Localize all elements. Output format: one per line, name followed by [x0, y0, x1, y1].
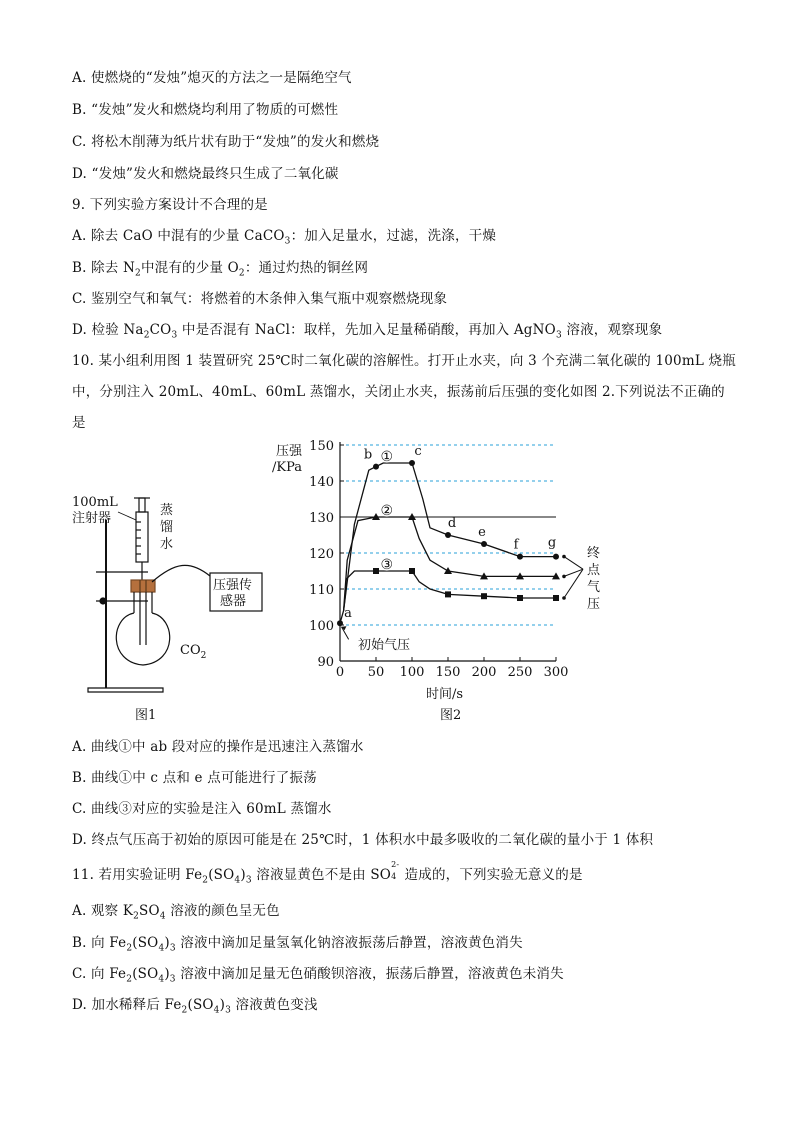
- end-pressure-label-3: 气: [587, 580, 601, 595]
- point-label-a: a: [344, 606, 352, 622]
- q8-option-d: D. “发烛”发火和燃烧最终只生成了二氧化碳: [72, 166, 339, 182]
- series-line-1: [340, 463, 556, 623]
- q8-option-a: A. 使燃烧的“发烛”熄灭的方法之一是隔绝空气: [72, 70, 352, 86]
- y-tick-label-100: 100: [309, 619, 334, 634]
- stand-base: [88, 688, 163, 692]
- x-tick-label-200: 200: [471, 665, 497, 680]
- series-3-point: [373, 568, 379, 574]
- q9-option-a: A. 除去 CaO 中混有的少量 CaCO$_3$：加入足量水，过滤，洗涤，干燥: [72, 228, 497, 247]
- series-3-point: [445, 591, 451, 597]
- syringe-label-2: 注射器: [72, 511, 112, 526]
- y-tick-label-140: 140: [309, 475, 334, 490]
- water-label-2: 馏: [160, 520, 174, 535]
- q11-option-a: A. 观察 $K_2SO_4$ 溶液的颜色呈无色: [72, 903, 280, 922]
- q9-option-b: B. 除去 $N_2$中混有的少量 $O_2$：通过灼热的铜丝网: [72, 260, 369, 279]
- initial-pressure-label: 初始气压: [358, 638, 411, 653]
- figures-svg: [0, 430, 794, 730]
- series-1-point: [481, 541, 487, 547]
- syringe-plunger: [139, 498, 145, 512]
- q10-option-d: D. 终点气压高于初始的原因可能是在 25℃时，1 体积水中最多吸收的二氧化碳的量小于 1 体积: [72, 832, 654, 848]
- q10-stem-line2: 中，分别注入 20mL、40mL、60mL 蒸馏水，关闭止水夹，振荡前后压强的变化如图 2.下列说法不正确的: [72, 384, 725, 400]
- q10-option-c: C. 曲线③对应的实验是注入 60mL 蒸馏水: [72, 801, 332, 817]
- point-label-g: g: [547, 535, 557, 551]
- y-tick-label-110: 110: [309, 583, 334, 598]
- q11-stem: 11. 若用实验证明 $Fe_2(SO_4)_3$ 溶液显黄色不是由 SO 2- 4 造成的，下列实验无意义的是: [72, 860, 583, 886]
- series-name-label-3: ③: [380, 556, 394, 573]
- pressure-chart: [309, 439, 583, 680]
- q8-option-c: C. 将松木削薄为纸片状有助于“发烛”的发火和燃烧: [72, 134, 380, 150]
- point-label-c: c: [414, 444, 422, 459]
- q11-option-b: B. 向 $Fe_2(SO_4)_3$ 溶液中滴加足量氢氧化钠溶液振荡后静置，溶液黄色消失: [72, 935, 523, 954]
- stopper: [131, 580, 155, 592]
- point-label-d: d: [447, 516, 457, 531]
- sensor-tube: [152, 565, 210, 582]
- series-1-point: [517, 554, 523, 560]
- end-pressure-label-1: 终: [587, 546, 601, 561]
- y-tick-label-150: 150: [309, 439, 334, 454]
- end-pressure-arrowhead-1: [562, 555, 566, 559]
- q11-option-d: D. 加水稀释后 $Fe_2(SO_4)_3$ 溶液黄色变浅: [72, 997, 318, 1016]
- figure1-caption: 图1: [135, 708, 157, 723]
- series-name-label-2: ②: [380, 502, 394, 519]
- end-pressure-arrowhead-3: [562, 596, 566, 600]
- x-tick-label-50: 50: [367, 665, 385, 680]
- clamp-screw: [100, 598, 106, 604]
- x-tick-label-150: 150: [435, 665, 461, 680]
- x-tick-label-300: 300: [543, 665, 569, 680]
- q9-option-c: C. 鉴别空气和氧气：将燃着的木条伸入集气瓶中观察燃烧现象: [72, 291, 448, 307]
- end-pressure-arrow-3: [564, 569, 583, 598]
- series-1-point: [445, 532, 451, 538]
- chart-ylabel-2: /KPa: [272, 460, 303, 475]
- y-tick-label-90: 90: [317, 655, 334, 670]
- q10-option-a: A. 曲线①中 ab 段对应的操作是迅速注入蒸馏水: [72, 739, 364, 755]
- gas-label: $CO_2$: [180, 643, 207, 661]
- series-2-point: [444, 567, 452, 574]
- q10-option-b: B. 曲线①中 c 点和 e 点可能进行了振荡: [72, 770, 317, 786]
- syringe-label-1: 100mL: [72, 495, 118, 510]
- q11-option-c: C. 向 $Fe_2(SO_4)_3$ 溶液中滴加足量无色硝酸钡溶液，振荡后静置，溶液黄色未消失: [72, 966, 564, 985]
- chart-xlabel: 时间/s: [426, 687, 464, 702]
- point-a-marker: [337, 620, 343, 626]
- series-1-point: [553, 554, 559, 560]
- sensor-label-2: 感器: [220, 594, 247, 609]
- y-tick-label-130: 130: [309, 511, 334, 526]
- point-label-b: b: [363, 447, 373, 463]
- chart-ylabel-1: 压强: [276, 444, 303, 459]
- series-3-point: [481, 593, 487, 599]
- y-tick-label-120: 120: [309, 547, 334, 562]
- water-label-3: 水: [160, 537, 174, 552]
- point-label-f: f: [513, 537, 519, 553]
- figure2-caption: 图2: [440, 708, 462, 723]
- q9-option-d: D. 检验 $Na_2CO_3$ 中是否混有 NaCl：取样，先加入足量稀硝酸，再加入 AgNO$_3$ 溶液，观察现象: [72, 322, 663, 341]
- x-tick-label-0: 0: [335, 665, 345, 680]
- q9-stem: 9. 下列实验方案设计不合理的是: [72, 197, 268, 213]
- q10-stem-line1: 10. 某小组利用图 1 装置研究 25℃时二氧化碳的溶解性。打开止水夹，向 3 个充满二氧化碳的 100mL 烧瓶: [72, 353, 736, 369]
- series-3-point: [553, 595, 559, 601]
- series-1-point: [409, 460, 415, 466]
- flask-bulb: [116, 613, 169, 665]
- q10-stem-line3: 是: [72, 415, 86, 431]
- series-3-point: [517, 595, 523, 601]
- sensor-label-1: 压强传: [213, 578, 253, 593]
- x-tick-label-100: 100: [399, 665, 425, 680]
- series-1-point: [373, 464, 379, 470]
- end-pressure-label-2: 点: [587, 563, 601, 578]
- series-3-point: [409, 568, 415, 574]
- end-pressure-label-4: 压: [587, 597, 601, 612]
- series-name-label-1: ①: [380, 448, 394, 465]
- water-label-1: 蒸: [160, 503, 174, 518]
- end-pressure-arrowhead-2: [562, 575, 566, 579]
- end-pressure-arrow-1: [564, 557, 583, 570]
- q8-option-b: B. “发烛”发火和燃烧均利用了物质的可燃性: [72, 102, 339, 118]
- point-label-e: e: [478, 525, 486, 540]
- figure-area: [0, 430, 794, 730]
- x-tick-label-250: 250: [507, 665, 533, 680]
